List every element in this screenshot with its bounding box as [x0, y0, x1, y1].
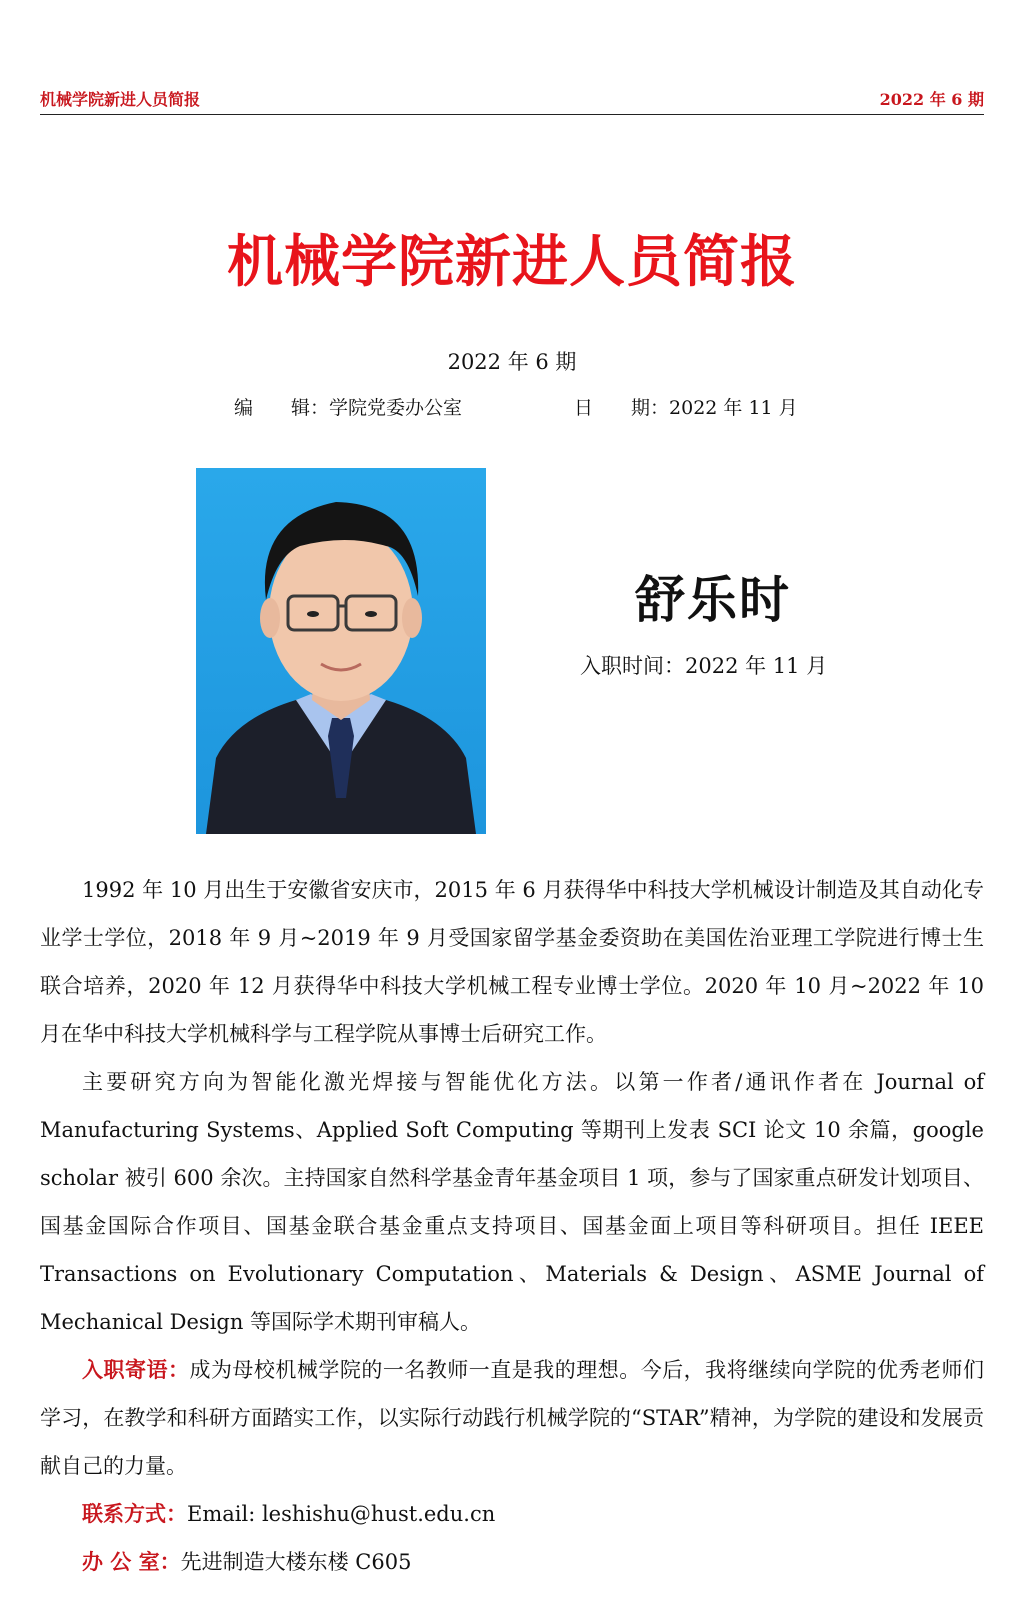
join-date-value: 2022 年 11 月 [685, 654, 828, 678]
contact-line [40, 1490, 984, 1538]
office-value: 先进制造大楼东楼 C605 [180, 1550, 412, 1574]
portrait-illustration [196, 468, 486, 834]
message-text: 成为母校机械学院的一名教师一直是我的理想。今后，我将继续向学院的优秀老师们学习，在教学和科研方面踏实工作，以实际行动践行机械学院的“STAR”精神，为学院的建设和发展贡献自己的力量。 [40, 1358, 985, 1478]
page-title: 机械学院新进人员简报 [227, 229, 797, 295]
office-label: 办 公 室： [82, 1549, 181, 1574]
office-line [40, 1538, 984, 1586]
contact-email[interactable]: Email: leshishu@hust.edu.cn [187, 1502, 496, 1526]
join-date-label: 入职时间： [580, 654, 685, 678]
portrait-photo [196, 468, 486, 834]
research-paragraph: 主要研究方向为智能化激光焊接与智能优化方法。以第一作者/通讯作者在 Journal of Manufacturing Systems、Applied Soft Computing 等期刊上发表 SCI 论文 10 余篇，google scholar 被引 600 余次。主持国家自然科学基金青年基金项目 1 项，参与了国家重点研发计划项目、国基金国际合作项目、国基金联合基金重点支持项目、国基金面上项目等科研项目。担任 IEEE Transactions on Evolutionary Computation、Materials & Design、ASME Journal of Mechanical Design 等国际学术期刊审稿人。 [40, 1070, 984, 1334]
header-divider [40, 114, 984, 115]
date-label: 日 期： [574, 397, 670, 419]
message-label: 入职寄语： [82, 1357, 190, 1382]
message-paragraph [40, 1346, 984, 1490]
article-body [40, 866, 984, 1586]
editor-line [234, 393, 462, 420]
person-name: 舒乐时 [635, 570, 791, 629]
editor-value: 学院党委办公室 [329, 397, 463, 419]
bio-paragraph: 1992 年 10 月出生于安徽省安庆市，2015 年 6 月获得华中科技大学机械设计制造及其自动化专业学士学位，2018 年 9 月~2019 年 9 月受国家留学基金委资助在美国佐治亚理工学院进行博士生联合培养，2020 年 12 月获得华中科技大学机械工程专业博士学位。2020 年 10 月~2022 年 10 月在华中科技大学机械科学与工程学院从事博士后研究工作。 [40, 878, 984, 1046]
header-left-title: 机械学院新进人员简报 [40, 90, 201, 109]
issue-number: 2022 年 6 期 [447, 350, 577, 374]
join-date-line [580, 650, 827, 680]
contact-label: 联系方式： [82, 1501, 187, 1526]
header-right-issue: 2022 年 6 期 [879, 90, 984, 109]
date-line [574, 393, 798, 420]
date-value: 2022 年 11 月 [669, 397, 798, 419]
running-header [40, 86, 984, 110]
editor-label: 编 辑： [234, 397, 330, 419]
